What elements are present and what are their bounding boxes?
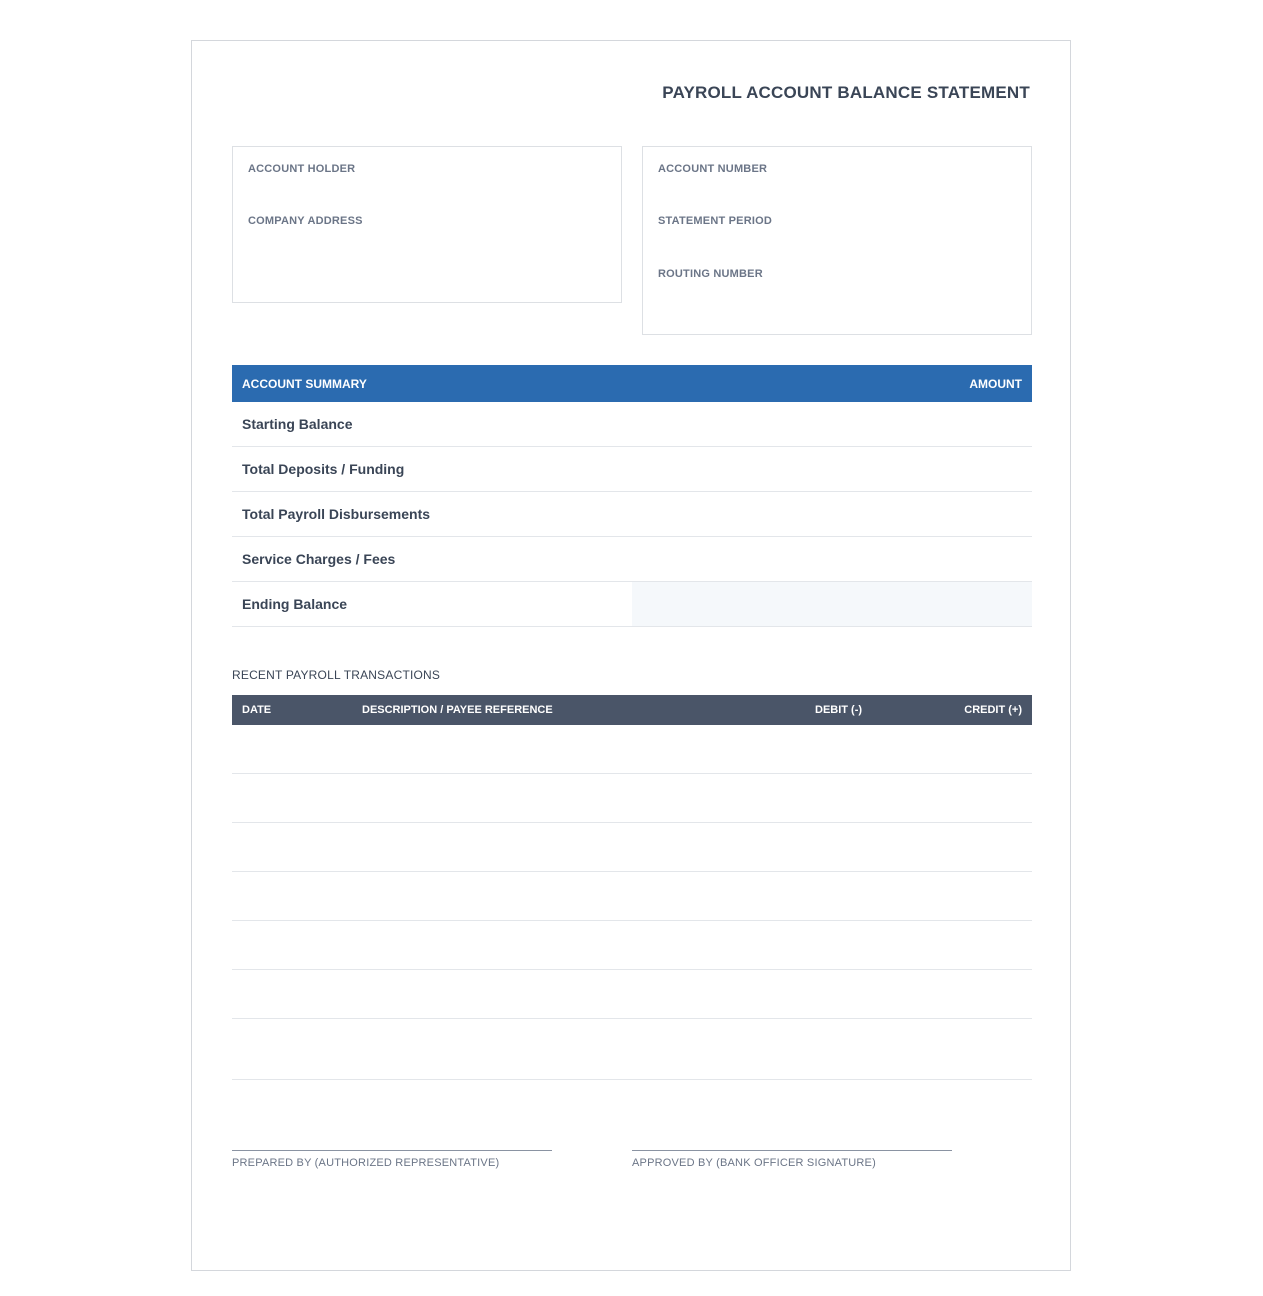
debit-column-header: DEBIT (-) xyxy=(815,704,863,716)
credit-column-header: CREDIT (+) xyxy=(964,704,1022,716)
table-row xyxy=(232,823,1032,872)
prepared-by-label: PREPARED BY (AUTHORIZED REPRESENTATIVE) xyxy=(232,1157,500,1169)
signature-line xyxy=(632,1150,952,1151)
account-summary-heading: ACCOUNT SUMMARY xyxy=(242,376,367,391)
signature-line xyxy=(232,1150,552,1151)
statement-page xyxy=(191,40,1071,1271)
table-row xyxy=(232,725,1032,774)
account-holder-box xyxy=(232,146,622,303)
summary-row-label: Starting Balance xyxy=(242,416,353,432)
prepared-by-signature xyxy=(232,1150,552,1169)
summary-row-label: Ending Balance xyxy=(242,596,348,612)
description-column-header: DESCRIPTION / PAYEE REFERENCE xyxy=(362,704,553,716)
approved-by-label: APPROVED BY (BANK OFFICER SIGNATURE) xyxy=(632,1157,876,1169)
account-summary-table xyxy=(232,365,1032,627)
table-row xyxy=(232,774,1032,823)
table-row xyxy=(232,872,1032,921)
amount-heading: AMOUNT xyxy=(969,376,1022,391)
summary-row-service-charges xyxy=(232,537,1032,582)
summary-row-starting-balance xyxy=(232,402,1032,447)
table-row xyxy=(232,970,1032,1019)
summary-row-ending-balance xyxy=(232,582,1032,627)
routing-number-label: ROUTING NUMBER xyxy=(658,268,763,280)
amount-cell xyxy=(632,447,1032,491)
account-holder-label: ACCOUNT HOLDER xyxy=(248,163,356,175)
summary-row-label: Total Payroll Disbursements xyxy=(242,506,431,522)
transactions-title: RECENT PAYROLL TRANSACTIONS xyxy=(232,668,441,682)
document-title: PAYROLL ACCOUNT BALANCE STATEMENT xyxy=(662,83,1030,102)
amount-cell xyxy=(632,492,1032,536)
summary-row-label: Total Deposits / Funding xyxy=(242,461,405,477)
account-summary-header xyxy=(232,365,1032,402)
approved-by-signature xyxy=(632,1150,952,1169)
statement-period-label: STATEMENT PERIOD xyxy=(658,215,773,227)
summary-row-label: Service Charges / Fees xyxy=(242,551,396,567)
transactions-header xyxy=(232,695,1032,725)
summary-row-total-disbursements xyxy=(232,492,1032,537)
table-row xyxy=(232,921,1032,970)
date-column-header: DATE xyxy=(242,704,272,716)
amount-cell xyxy=(632,402,1032,446)
ending-balance-amount-cell xyxy=(632,582,1032,626)
account-details-box xyxy=(642,146,1032,335)
amount-cell xyxy=(632,537,1032,581)
table-row xyxy=(232,1019,1032,1080)
transactions-table xyxy=(232,695,1032,1080)
summary-row-total-deposits xyxy=(232,447,1032,492)
account-number-label: ACCOUNT NUMBER xyxy=(658,163,768,175)
company-address-label: COMPANY ADDRESS xyxy=(248,215,363,227)
